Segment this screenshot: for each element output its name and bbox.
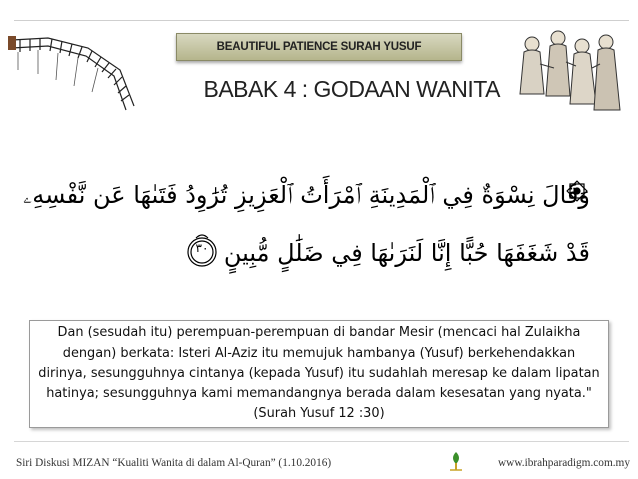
translation-text: Dan (sesudah itu) perempuan-perempuan di bandar Mesir (mencaci hal Zulaikha dengan) berkata: Isteri Al-Aziz itu memujuk hambanya (Yusuf) berkehendakkan dirinya, sesungguhnya cintanya (kepada Yusuf) itu sudahlah meresap ke dalam lipatan hatinya; sesungguhnya kami memandangnya berada dalam kesesatan yang nyata." (Surah Yusuf 12 :30) xyxy=(38,325,600,422)
ayah-number: ٣٠ xyxy=(195,241,209,255)
footer-series-title: Siri Diskusi MIZAN “Kualiti Wanita di dalam Al-Quran” (1.10.2016) xyxy=(16,457,332,469)
verse-line-2: قَدْ شَغَفَهَا حُبًّا إِنَّا لَنَرَىٰهَا فِي ضَلَٰلٍ مُّبِينٍ xyxy=(223,239,590,267)
translation-box xyxy=(29,320,609,428)
page-title: BABAK 4 : GODAAN WANITA xyxy=(203,76,500,102)
people-group-sketch-icon xyxy=(510,24,628,122)
bottom-divider xyxy=(14,441,629,442)
staircase-sketch-icon xyxy=(8,30,148,114)
footer-website: www.ibrahparadigm.com.my xyxy=(498,457,630,469)
ibrah-logo-icon xyxy=(446,450,466,472)
top-divider xyxy=(14,20,629,21)
series-banner: BEAUTIFUL PATIENCE SURAH YUSUF xyxy=(176,33,462,61)
verse-line-1: وَقَالَ نِسْوَةٌ فِي ٱلْمَدِينَةِ ٱمْرَأَتُ ٱلْعَزِيزِ تُرَٰوِدُ فَتَىٰهَا عَن نَّفْسِهِۦ xyxy=(23,181,590,209)
ayah-end-icon xyxy=(184,232,220,270)
